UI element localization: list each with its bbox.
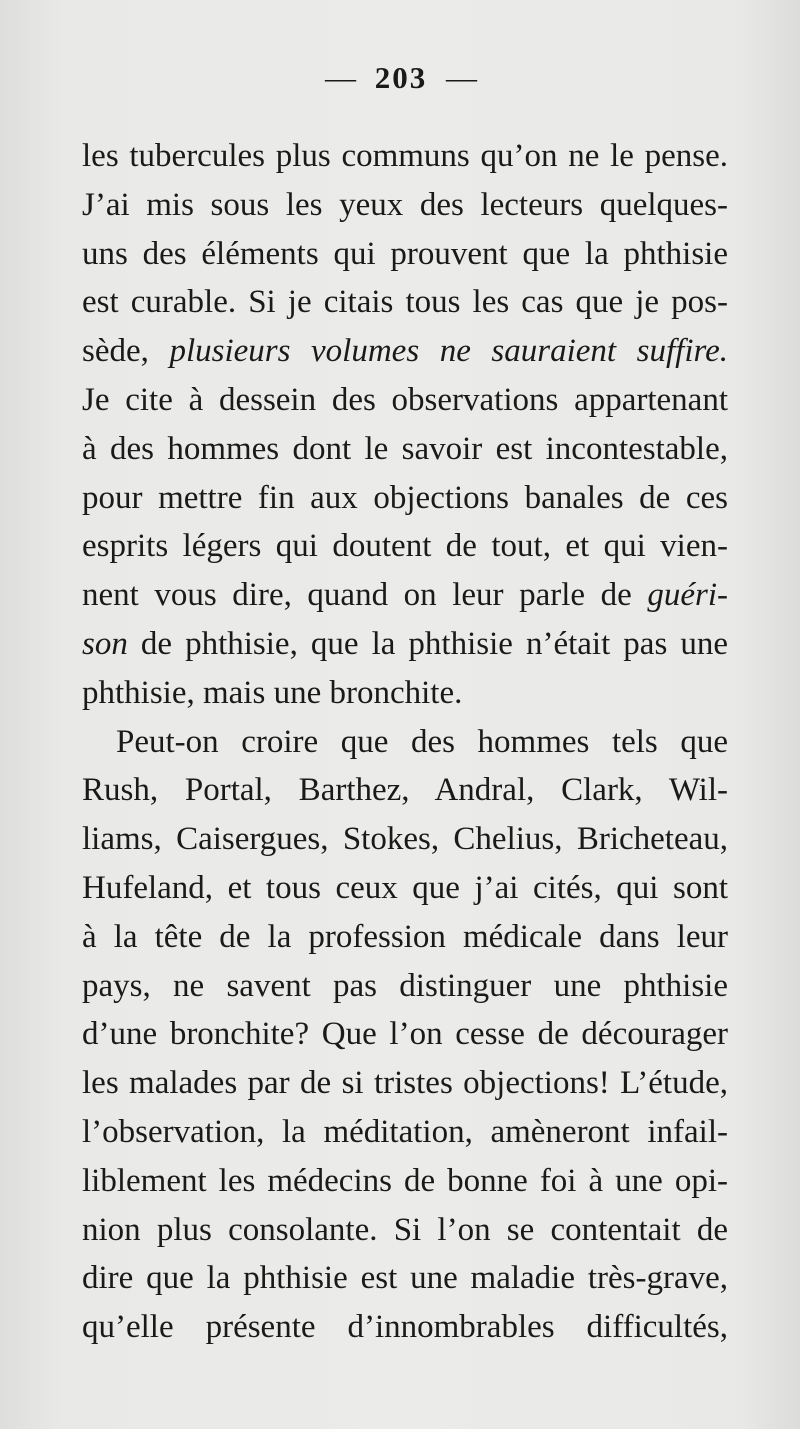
running-header xyxy=(74,58,728,102)
text-segment: esprits légers qui doutent de tout, et qui vien- xyxy=(82,528,728,565)
text-line xyxy=(82,1206,728,1255)
italic-text: plusieurs volumes ne sauraient suffire. xyxy=(169,333,728,370)
text-segment: l’observation, la méditation, amèneront infail- xyxy=(82,1113,728,1150)
text-line xyxy=(82,718,728,767)
text-line xyxy=(82,132,728,181)
text-line xyxy=(82,1303,728,1352)
text-segment: d’une bronchite? Que l’on cesse de décourager xyxy=(82,1016,728,1053)
paragraph xyxy=(82,132,728,718)
text-line xyxy=(82,278,728,327)
text-segment: qu’elle présente d’innombrables difficultés, xyxy=(82,1309,728,1346)
italic-text: son xyxy=(82,625,128,662)
text-segment: les malades par de si tristes objections! L’étude, xyxy=(82,1065,728,1102)
text-line xyxy=(82,230,728,279)
text-line xyxy=(82,1108,728,1157)
body-text xyxy=(82,132,728,1352)
text-line xyxy=(82,864,728,913)
text-segment: phthisie, mais une bronchite. xyxy=(82,674,463,711)
text-segment: uns des éléments qui prouvent que la phthisie xyxy=(82,235,728,272)
text-line xyxy=(82,522,728,571)
header-right-dash: — xyxy=(446,60,477,95)
text-segment: liblement les médecins de bonne foi à une opi- xyxy=(82,1162,728,1199)
text-line xyxy=(82,1059,728,1108)
text-line xyxy=(82,571,728,620)
text-segment: les tubercules plus communs qu’on ne le pense. xyxy=(82,138,728,174)
text-segment: de phthisie, que la phthisie n’était pas une xyxy=(127,625,728,662)
text-line xyxy=(82,913,728,962)
text-line xyxy=(82,181,728,230)
text-segment: liams, Caisergues, Stokes, Chelius, Bricheteau, xyxy=(82,821,728,858)
text-segment: est curable. Si je citais tous les cas que je pos- xyxy=(82,284,728,321)
text-segment: Hufeland, et tous ceux que j’ai cités, qui sont xyxy=(82,869,728,906)
header-left-dash: — xyxy=(325,60,356,95)
italic-text: guéri- xyxy=(647,577,728,614)
page-number: 203 xyxy=(374,60,428,95)
text-line xyxy=(82,962,728,1011)
text-line xyxy=(82,327,728,376)
text-segment: Je cite à dessein des observations appartenant xyxy=(82,381,728,418)
text-line xyxy=(82,1010,728,1059)
text-segment: Rush, Portal, Barthez, Andral, Clark, Wil- xyxy=(82,772,728,809)
text-segment: à des hommes dont le savoir est incontestable, xyxy=(82,430,728,467)
text-segment: à la tête de la profession médicale dans leur xyxy=(82,918,728,955)
text-line xyxy=(82,376,728,425)
text-line xyxy=(82,1254,728,1303)
text-segment: J’ai mis sous les yeux des lecteurs quelques- xyxy=(82,186,728,223)
text-line xyxy=(82,815,728,864)
text-line xyxy=(82,766,728,815)
text-line xyxy=(82,620,728,669)
text-segment: dire que la phthisie est une maladie très-grave, xyxy=(82,1260,728,1297)
text-segment: sède, xyxy=(82,333,170,370)
text-segment: nion plus consolante. Si l’on se contentait de xyxy=(82,1211,728,1248)
text-line xyxy=(82,1157,728,1206)
text-segment: nent vous dire, quand on leur parle de xyxy=(82,577,648,614)
text-line xyxy=(82,425,728,474)
text-line xyxy=(82,474,728,523)
text-segment: pour mettre fin aux objections banales de ces xyxy=(82,479,728,516)
text-segment: Peut-on croire que des hommes tels que xyxy=(116,723,728,760)
paragraph xyxy=(82,718,728,1352)
text-line xyxy=(82,669,728,718)
text-segment: pays, ne savent pas distinguer une phthisie xyxy=(82,967,728,1004)
